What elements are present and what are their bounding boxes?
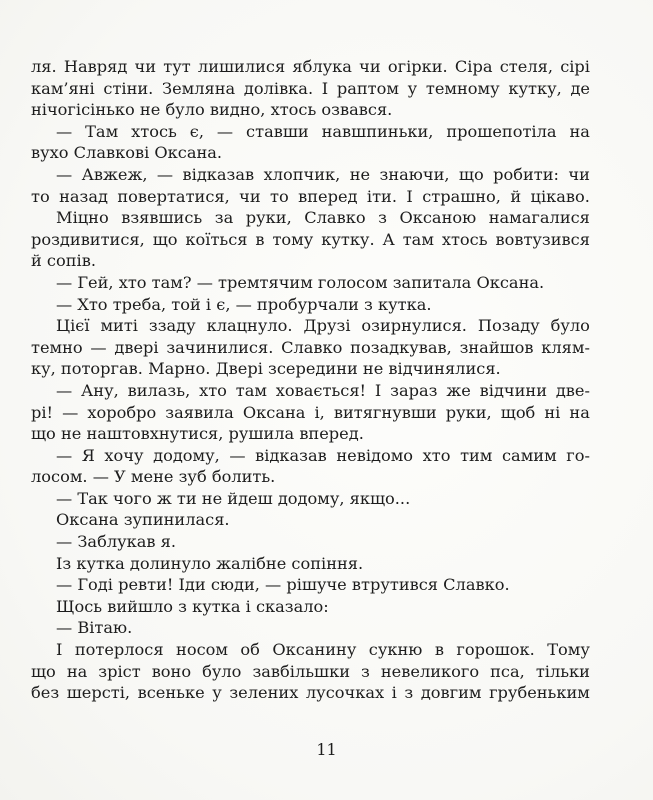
word: Тому [547,640,590,660]
word: не [349,164,371,184]
word: горошок. [456,640,535,660]
page-number: 11 [316,740,337,759]
text-line: Оксана зупинилася. [56,510,230,530]
word: невеликого [380,661,480,681]
word: то [270,186,289,206]
word: без [31,683,60,703]
text-line [31,445,590,467]
word: лусочках [305,683,385,703]
word: цікаво. [530,186,590,206]
word: чи [134,57,157,76]
text-line: — Вітаю. [56,618,133,638]
word: там [402,229,434,249]
word: в [434,640,444,660]
word: об [240,640,260,660]
word: грубеньким [489,683,590,703]
word: то [31,186,50,206]
word: довгим [420,683,482,703]
text-line: вухо Славкові Оксана. [31,143,223,163]
word: позадкував, [350,337,452,357]
word: зараз [390,380,438,400]
word: чи [239,186,261,206]
word: — [90,337,107,357]
word: ховається! [275,380,367,400]
word: сукню [368,640,423,660]
word: роздивитися, [31,229,145,249]
text-line [31,56,590,78]
word: там [235,380,267,400]
text-line [31,121,590,143]
word: кутку. [321,229,375,249]
word: вперед [298,186,358,206]
word: Сіра [454,57,493,76]
word: ля. [31,57,57,76]
word: самим [501,445,557,465]
word: тут [163,57,191,76]
word: руки, [445,402,492,422]
word: стеля, [499,57,553,76]
word: — [62,402,79,422]
text-line: — Заблукав я. [56,532,177,552]
word: де [570,78,590,98]
word: робити: [493,164,559,184]
word: Ану, [81,380,119,400]
text-line: що не наштовхнутися, рушила вперед. [31,424,364,444]
word: заявила [165,402,234,422]
text-line [31,682,590,704]
word: відказав [255,445,327,465]
text-line [31,380,590,402]
word: Оксанину [272,640,357,660]
text-line [31,229,590,251]
word: тим [460,445,493,465]
word: І [321,78,329,98]
text-line: — Хто треба, той і є, — пробурчали з кутка. [56,294,432,314]
word: хто [199,380,227,400]
word: рі! [31,402,54,422]
word: хлопчик, [263,164,341,184]
word: носом [176,640,228,660]
text-line: ку, поторгав. Марно. Двері зсередини не відчинялися. [31,359,501,379]
text-line [31,315,590,337]
text-line: й сопів. [31,251,96,271]
word: — [56,380,73,400]
word: — [156,164,174,184]
text-line: лосом. — У мене зуб болить. [31,467,276,487]
word: повертатися, [117,186,230,206]
word: що [152,229,178,249]
word: озирнулися. [361,316,467,336]
word: ставши [246,121,309,141]
word: зелених [229,683,299,703]
text-line [31,207,590,229]
word: завбільшки [252,661,351,681]
text-line: нічогісінько не було видно, хтось озвався. [31,100,393,120]
word: клацнуло. [206,316,293,336]
word: Оксаною [399,208,477,228]
text-line: Із кутка долинуло жалібне сопіння. [56,553,364,573]
word: назад [59,186,108,206]
word: витягнувши [333,402,437,422]
word: миті [100,316,138,336]
word: тому [272,229,314,249]
word: Авжеж, [81,164,148,184]
word: зачинилися. [166,337,274,357]
word: вилазь, [127,380,191,400]
word: з [378,208,387,228]
word: стіни. [103,78,154,98]
word: І [374,380,382,400]
word: всеньке [137,683,205,703]
word: Там [85,121,119,141]
word: на [66,661,88,681]
word: — [216,121,234,141]
word: намагалися [488,208,590,228]
word: взявшись [121,208,203,228]
word: Цієї [56,316,90,336]
word: раптом [336,78,399,98]
word: додому, [153,445,220,465]
text-line [31,164,590,186]
word: І [406,186,413,206]
word: чи [568,164,590,184]
word: Друзі [303,316,351,336]
word: — [56,445,73,465]
word: чи [359,57,381,76]
body-text [31,56,590,704]
word: го- [566,445,590,465]
word: з [404,683,414,703]
word: А [382,229,395,249]
word: Славко [304,208,366,228]
word: — [56,121,73,141]
word: знаючи, [379,164,450,184]
word: шерсті, [66,683,131,703]
word: щоб [500,402,536,422]
word: две- [555,380,590,400]
word: вовтузився [495,229,590,249]
word: руки, [245,208,292,228]
word: кам’яні [31,78,95,98]
word: же [446,380,471,400]
word: коїться [185,229,248,249]
word: іти. [366,186,397,206]
word: відказав [182,164,255,184]
word: темному [425,78,500,98]
word: зріст [98,661,141,681]
word: кутку, [508,78,562,98]
word: хочу [104,445,144,465]
word: ні [544,402,561,422]
word: Земляна [162,78,236,98]
text-line [31,186,590,208]
word: І [56,640,63,660]
word: огірки. [387,57,448,76]
text-line: — Гей, хто там? — тремтячим голосом запитала Оксана. [56,272,545,292]
word: Міцно [56,208,109,228]
word: ззаду [148,316,196,336]
word: хтось [441,229,488,249]
word: і [391,683,397,703]
word: є, [189,121,204,141]
word: в [255,229,265,249]
text-line [31,639,590,661]
text-line: — Так чого ж ти не йдеш додому, якщо... [56,488,411,508]
word: тільки [535,661,590,681]
word: знайшов [459,337,534,357]
word: і, [314,402,325,422]
word: воно [151,661,192,681]
word: на [569,402,590,422]
word: хтось [131,121,177,141]
text-line: — Годі ревти! Іди сюди, — рішуче втрутився Славко. [56,575,510,595]
word: яблука [292,57,352,76]
word: прошепотіла [446,121,557,141]
word: Позаду [477,316,540,336]
word: що [31,661,56,681]
word: пса, [490,661,525,681]
word: за [214,208,234,228]
word: двері [114,337,159,357]
text-line [31,78,590,100]
text-line [31,402,590,424]
word: потерлося [74,640,164,660]
word: було [550,316,590,336]
word: відчини [479,380,547,400]
word: хто [422,445,451,465]
word: у [212,683,222,703]
word: лишилися [197,57,286,76]
word: й [510,186,522,206]
word: — [229,445,246,465]
word: Я [81,445,95,465]
word: хоробро [87,402,157,422]
word: навшпиньки, [321,121,434,141]
word: у [407,78,418,98]
word: страшно, [422,186,501,206]
word: сірі [560,57,590,76]
word: на [569,121,590,141]
word: що [458,164,484,184]
text-line [31,661,590,683]
word: невідомо [336,445,414,465]
word: — [56,164,73,184]
word: долівка. [243,78,314,98]
word: з [361,661,370,681]
text-line [31,337,590,359]
text-line: Щось вийшло з кутка і сказало: [56,596,329,616]
word: темно [31,337,83,357]
word: Навряд [63,57,128,76]
word: було [202,661,242,681]
word: Оксана [242,402,306,422]
word: Славко [281,337,343,357]
word: клям- [541,337,590,357]
